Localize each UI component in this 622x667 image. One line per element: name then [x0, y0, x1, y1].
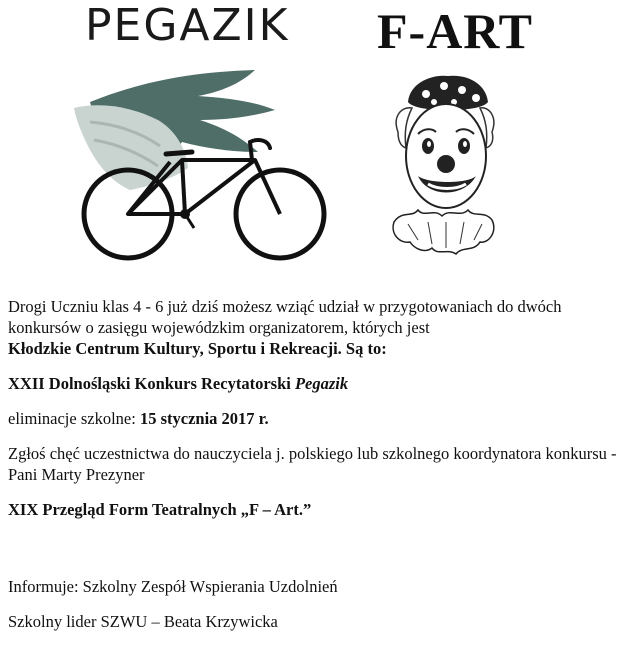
intro-paragraph [8, 296, 618, 359]
contest2-heading: XIX Przegląd Form Teatralnych „F – Art.” [8, 500, 312, 519]
winged-bicycle-icon [70, 62, 335, 267]
leader-line: Szkolny lider SZWU – Beata Krzywicka [8, 612, 278, 631]
intro-text: Drogi Uczniu klas 4 - 6 już dziś możesz wziąć udział w przygotowaniach do dwóch konkursów o zasięgu wojewódzkim organizatorem, których jest [8, 297, 562, 337]
contest1-prefix: XXII Dolnośląski Konkurs Recytatorski [8, 374, 295, 393]
fart-logo-text: F-ART [377, 3, 534, 59]
pegazik-logo-text: PEGAZIK [85, 0, 290, 51]
informs-line: Informuje: Szkolny Zespół Wspierania Uzdolnień [8, 577, 338, 596]
elimination-line [8, 408, 618, 429]
contest1-heading [8, 373, 618, 394]
announcement-text [8, 296, 618, 646]
contest1-name: Pegazik [294, 374, 349, 393]
elimination-label: eliminacje szkolne: [8, 409, 140, 428]
signup-paragraph: Zgłoś chęć uczestnictwa do nauczyciela j. polskiego lub szkolnego koordynatora konkursu - Pani Marty Prezyner [8, 444, 617, 484]
clown-face-icon [388, 72, 503, 267]
organizer-text: Kłodzkie Centrum Kultury, Sportu i Rekreacji. Są to: [8, 339, 387, 358]
elimination-date: 15 stycznia 2017 r. [139, 409, 269, 428]
